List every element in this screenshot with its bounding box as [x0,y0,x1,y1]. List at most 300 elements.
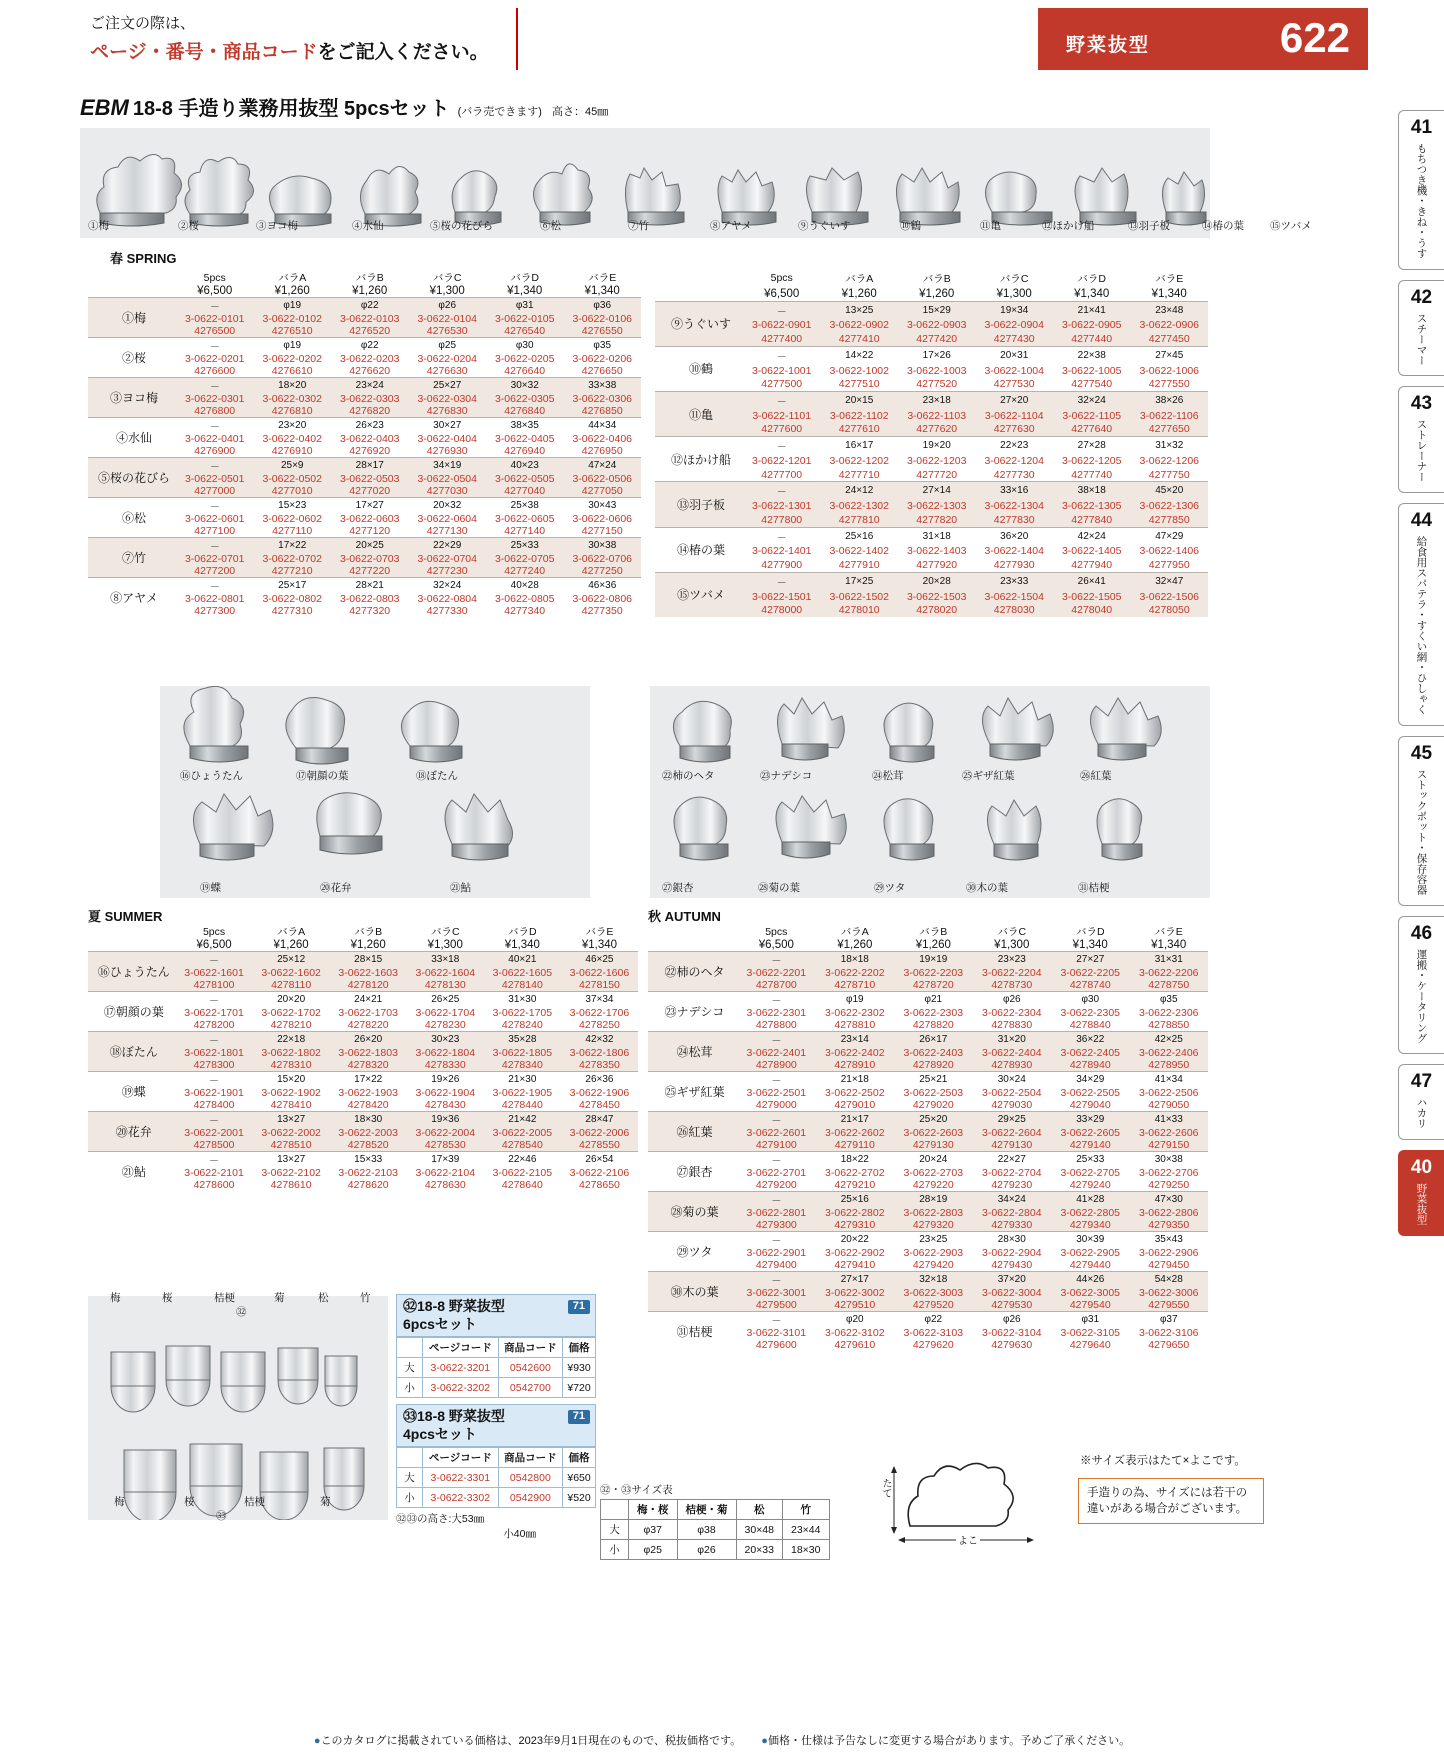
page-code-cell[interactable]: 3-0622-2706 [1138,1167,1199,1179]
item-code-cell[interactable]: 4277610 [838,423,880,436]
item-code-cell[interactable]: 4278930 [991,1059,1033,1071]
item-code-cell[interactable]: 4278650 [579,1179,620,1191]
item-code-cell[interactable]: 4277820 [916,513,958,526]
item-code-cell[interactable]: 4278950 [1148,1059,1190,1071]
page-code-cell[interactable]: 3-0622-1202 [829,454,889,467]
page-code-cell[interactable]: 3-0622-2904 [981,1247,1042,1259]
page-code-cell[interactable]: 3-0622-1206 [1139,454,1200,467]
item-code-cell[interactable]: 4277910 [838,558,880,571]
item-code-cell[interactable]: 4277030 [426,485,468,497]
page-code-cell[interactable]: 3-0622-2805 [1060,1207,1121,1219]
item-code-cell[interactable]: 4277650 [1148,423,1190,436]
page-code-cell[interactable]: 3-0622-2003 [338,1127,398,1139]
item-code-cell[interactable]: 4278600 [193,1179,235,1191]
item-code-cell[interactable]: 4278020 [916,604,958,617]
item-code-cell[interactable]: 4277240 [504,565,546,577]
item-code-cell[interactable]: 4279040 [1069,1099,1111,1111]
page-code-cell[interactable]: 3-0622-2505 [1060,1087,1121,1099]
item-code-cell[interactable]: 4278330 [424,1059,466,1071]
item-code-cell[interactable]: 4279510 [834,1299,876,1311]
item-code-cell[interactable]: 4277830 [993,513,1035,526]
item-code-cell[interactable]: 4279020 [912,1099,954,1111]
page-code-cell[interactable]: 3-0622-2806 [1138,1207,1199,1219]
page-code-cell[interactable]: 3-0622-1704 [415,1007,476,1019]
page-code-cell[interactable]: 3-0622-0803 [339,593,400,605]
item-code-cell[interactable]: 4278610 [270,1179,312,1191]
page-code-cell[interactable]: 3-0622-1501 [751,590,812,603]
page-code-cell[interactable]: 3-0622-2801 [746,1207,807,1219]
item-code-cell[interactable]: 4279540 [1069,1299,1111,1311]
page-code-cell[interactable]: 3-0622-0603 [339,513,400,525]
page-code-cell[interactable]: 3-0622-0706 [572,553,633,565]
page-code-cell[interactable]: 3-0622-0302 [262,393,322,405]
item-code-cell[interactable]: 4277210 [271,565,313,577]
item-code-cell[interactable]: 4278720 [912,979,954,991]
item-code-cell[interactable]: 4276530 [426,325,468,337]
page-code-cell[interactable]: 3-0622-1904 [415,1087,476,1099]
item-code-cell[interactable]: 4276940 [504,445,546,457]
page-code-cell[interactable]: 3-0622-0602 [262,513,322,525]
page-code-cell[interactable]: 3-0622-2902 [825,1247,885,1259]
item-code-cell[interactable]: 4277940 [1071,558,1113,571]
item-code-cell[interactable]: 4277630 [993,423,1035,436]
page-code-cell[interactable]: 3-0622-0705 [494,553,555,565]
page-code-cell[interactable]: 3-0622-0104 [417,313,477,325]
item-code-cell[interactable]: 4278440 [501,1099,543,1111]
page-code-cell[interactable]: 3-0622-2701 [746,1167,807,1179]
page-code-cell[interactable]: 3-0622-0501 [184,473,245,485]
item-code-cell[interactable]: 4277550 [1148,378,1190,391]
item-code-cell[interactable]: 4278910 [834,1059,876,1071]
item-code-cell[interactable]: 4278940 [1069,1059,1111,1071]
page-code-cell[interactable]: 3-0622-1302 [829,500,889,513]
side-tab-47[interactable] [1398,1064,1444,1140]
page-code-cell[interactable]: 3-0622-1004 [984,364,1044,377]
item-code-cell[interactable]: 4277130 [426,525,468,537]
page-code-cell[interactable]: 3-0622-0606 [572,513,633,525]
item-code-cell[interactable]: 4277850 [1148,513,1190,526]
page-code-cell[interactable]: 3-0622-1803 [338,1047,398,1059]
item-code-cell[interactable]: 4278630 [424,1179,466,1191]
page-code-cell[interactable]: 3-0622-0806 [572,593,633,605]
item-code-cell[interactable]: 4278340 [501,1059,543,1071]
page-code-cell[interactable]: 3-0622-1504 [984,590,1044,603]
page-code-cell[interactable]: 3-0622-1902 [261,1087,321,1099]
side-tab-40[interactable] [1398,1150,1444,1236]
item-code-cell[interactable]: 4278740 [1069,979,1111,991]
page-code-cell[interactable]: 3-0622-2502 [825,1087,885,1099]
page-code-cell[interactable]: 3-0622-2102 [261,1167,321,1179]
item-code-cell[interactable]: 4278320 [347,1059,389,1071]
item-code-cell[interactable]: 4278120 [347,979,389,991]
side-tab-41[interactable] [1398,110,1444,270]
page-code-cell[interactable]: 3-0622-1506 [1139,590,1200,603]
item-code-cell[interactable]: 4277100 [194,525,236,537]
page-code-cell[interactable]: 3-0622-2303 [903,1007,964,1019]
item-code-cell[interactable]: 4278510 [270,1139,312,1151]
item-code-cell[interactable]: 4276830 [426,405,468,417]
page-code-cell[interactable]: 3-0622-0401 [184,433,245,445]
item-code-cell[interactable]: 4279350 [1148,1219,1190,1231]
page-code-cell[interactable]: 3-0622-1502 [829,590,889,603]
item-code-cell[interactable]: 4279630 [991,1339,1033,1351]
item-code-cell[interactable]: 4278110 [271,979,312,991]
item-code-cell[interactable]: 4277400 [761,332,803,345]
item-code-cell[interactable]: 4278710 [834,979,876,991]
item-code-cell[interactable]: 4278850 [1148,1019,1190,1031]
page-code-cell[interactable]: 3-0622-1901 [184,1087,244,1099]
item-code-cell[interactable]: 4278820 [912,1019,954,1031]
item-code-cell[interactable]: 4277310 [271,605,313,617]
item-code-cell[interactable]: 4276550 [581,325,623,337]
page-code-cell[interactable]: 3-0622-0304 [417,393,477,405]
side-tab-46[interactable] [1398,916,1444,1055]
item-code-cell[interactable]: 4278050 [1148,604,1190,617]
item-code-cell[interactable]: 4278900 [755,1059,797,1071]
page-code-cell[interactable]: 3-0622-3104 [981,1327,1042,1339]
item-code-cell[interactable]: 4277300 [194,605,236,617]
page-code-cell[interactable]: 3-0622-2004 [415,1127,476,1139]
item-code-cell[interactable]: 4278300 [193,1059,235,1071]
item-code-cell[interactable]: 4277450 [1148,332,1190,345]
item-code-cell[interactable]: 4279050 [1148,1099,1190,1111]
item-code-cell[interactable]: 4279140 [1069,1139,1111,1151]
item-code-cell[interactable]: 4277140 [504,525,546,537]
page-code-cell[interactable]: 3-0622-1406 [1139,545,1200,558]
item-code-cell[interactable]: 4277000 [194,485,236,497]
set-4pcs-badge[interactable]: 71 [568,1410,590,1424]
item-code-cell[interactable]: 4277510 [838,378,880,391]
page-code-cell[interactable]: 3-0622-1905 [492,1087,553,1099]
page-code-cell[interactable]: 3-0622-2402 [825,1047,885,1059]
item-code-cell[interactable]: 4279330 [991,1219,1033,1231]
item-code-cell[interactable]: 4277440 [1071,332,1113,345]
item-code-cell[interactable]: 4279150 [1148,1139,1190,1151]
item-code-cell[interactable]: 4278010 [838,604,880,617]
page-code-cell[interactable]: 3-0622-0502 [262,473,322,485]
page-code-cell[interactable]: 3-0622-2103 [338,1167,398,1179]
page-code-cell[interactable]: 3-0622-3001 [746,1287,807,1299]
page-code-cell[interactable]: 3-0622-0901 [751,319,812,332]
item-code-cell[interactable]: 4278810 [834,1019,876,1031]
item-code-cell[interactable]: 4278640 [501,1179,543,1191]
item-code-cell[interactable]: 4277420 [916,332,958,345]
page-code-cell[interactable]: 3-0622-1706 [569,1007,630,1019]
item-code-cell[interactable]: 4279240 [1069,1179,1111,1191]
page-code-cell[interactable]: 3-0622-2906 [1138,1247,1199,1259]
side-tab-42[interactable] [1398,280,1444,377]
item-code-cell[interactable]: 4278800 [755,1019,797,1031]
page-code-cell[interactable]: 3-0622-0406 [572,433,633,445]
page-code-cell[interactable]: 3-0622-0702 [262,553,322,565]
page-code-cell[interactable]: 3-0622-2704 [981,1167,1042,1179]
item-code-cell[interactable]: 4277620 [916,423,958,436]
page-code-cell[interactable]: 3-0622-3002 [825,1287,885,1299]
item-code-cell[interactable]: 4277900 [761,558,803,571]
page-code-cell[interactable]: 3-0622-2306 [1138,1007,1199,1019]
page-code-cell[interactable]: 3-0622-0505 [494,473,555,485]
item-code-cell[interactable]: 4279220 [912,1179,954,1191]
item-code-cell[interactable]: 4276800 [194,405,236,417]
page-code-cell[interactable]: 3-0622-1303 [906,500,967,513]
item-code-cell[interactable]: 4276600 [194,365,236,377]
page-code-cell[interactable]: 3-0622-2804 [981,1207,1042,1219]
page-code-cell[interactable]: 3-0622-1604 [415,967,476,979]
item-code-cell[interactable]: 4278700 [755,979,797,991]
item-code-cell[interactable]: 4276900 [194,445,236,457]
page-code-cell[interactable]: 3-0622-2104 [415,1167,476,1179]
item-code-cell[interactable]: 4278200 [193,1019,235,1031]
item-code-cell[interactable]: 4277930 [993,558,1035,571]
page-code-cell[interactable]: 3-0622-1404 [984,545,1044,558]
page-code-cell[interactable]: 3-0622-3106 [1138,1327,1199,1339]
item-code-cell[interactable]: 4279210 [834,1179,876,1191]
page-code-cell[interactable]: 3-0622-2304 [981,1007,1042,1019]
item-code-cell[interactable]: 4276910 [271,445,313,457]
item-code-cell[interactable]: 4277430 [993,332,1035,345]
page-code-cell[interactable]: 3-0622-1401 [751,545,812,558]
item-code-cell[interactable]: 4278250 [579,1019,620,1031]
page-code-cell[interactable]: 3-0622-1503 [906,590,967,603]
item-code-cell[interactable]: 4279310 [834,1219,876,1231]
item-code-cell[interactable]: 4279300 [755,1219,797,1231]
item-code-cell[interactable]: 4278500 [193,1139,235,1151]
page-code-cell[interactable]: 3-0622-1301 [751,500,812,513]
page-code-cell[interactable]: 3-0622-1306 [1139,500,1200,513]
item-code-cell[interactable]: 4277920 [916,558,958,571]
page-code-cell[interactable]: 3-0622-1105 [1062,409,1122,422]
page-code-cell[interactable]: 3-0622-0605 [494,513,555,525]
page-code-cell[interactable]: 3-0622-0805 [494,593,555,605]
item-code-cell[interactable]: 4278030 [993,604,1035,617]
item-code-cell[interactable]: 4278550 [579,1139,620,1151]
page-code-cell[interactable]: 3-0622-2705 [1060,1167,1121,1179]
item-code-cell[interactable]: 4279130 [912,1139,954,1151]
item-code-cell[interactable]: 4277120 [349,525,391,537]
page-code-cell[interactable]: 3-0622-1602 [261,967,321,979]
item-code-cell[interactable]: 4276920 [349,445,391,457]
page-code-cell[interactable]: 3-0622-0504 [417,473,477,485]
page-code-cell[interactable]: 3-0622-1001 [751,364,812,377]
page-code-cell[interactable]: 3-0622-1005 [1061,364,1122,377]
page-code-cell[interactable]: 3-0622-1204 [984,454,1044,467]
item-code-cell[interactable]: 4279110 [834,1139,875,1151]
item-code-cell[interactable]: 4277840 [1071,513,1113,526]
page-code-cell[interactable]: 3-0622-0405 [494,433,555,445]
page-code-cell[interactable]: 3-0622-1605 [492,967,553,979]
page-code-cell[interactable]: 3-0622-1702 [261,1007,321,1019]
page-code-cell[interactable]: 3-0622-1101 [752,409,812,422]
item-code-cell[interactable]: 4276500 [194,325,236,337]
page-code-cell[interactable]: 3-0622-0906 [1139,319,1200,332]
item-code-cell[interactable]: 4278450 [579,1099,620,1111]
page-code-cell[interactable]: 3-0622-2603 [903,1127,964,1139]
item-code-cell[interactable]: 4276520 [349,325,391,337]
item-code-cell[interactable]: 4276540 [504,325,546,337]
page-code-cell[interactable]: 3-0622-2401 [746,1047,807,1059]
page-code-cell[interactable]: 3-0622-0305 [494,393,555,405]
side-tab-45[interactable] [1398,736,1444,906]
item-code-cell[interactable]: 4277350 [581,605,623,617]
item-code-cell[interactable]: 4277010 [271,485,313,497]
page-code-cell[interactable]: 3-0622-0402 [262,433,322,445]
item-code-cell[interactable]: 4279500 [755,1299,797,1311]
item-code-cell[interactable]: 4277530 [993,378,1035,391]
item-code-cell[interactable]: 4277810 [838,513,880,526]
item-code-cell[interactable]: 4278530 [424,1139,466,1151]
item-code-cell[interactable]: 4277250 [581,565,623,577]
item-code-cell[interactable]: 4277330 [426,605,468,617]
page-code-cell[interactable]: 3-0622-1203 [906,454,967,467]
page-code-cell[interactable]: 3-0622-2006 [569,1127,630,1139]
page-code-cell[interactable]: 3-0622-0205 [494,353,555,365]
page-code-cell[interactable]: 3-0622-2606 [1138,1127,1199,1139]
item-code-cell[interactable]: 4278400 [193,1099,235,1111]
page-code-cell[interactable]: 3-0622-0202 [262,353,322,365]
item-code-cell[interactable]: 4278840 [1069,1019,1111,1031]
page-code-cell[interactable]: 3-0622-2703 [903,1167,964,1179]
item-code-cell[interactable]: 4278920 [912,1059,954,1071]
page-code-cell[interactable]: 3-0622-3006 [1138,1287,1199,1299]
item-code-cell[interactable]: 4277340 [504,605,546,617]
set-6pcs-badge[interactable]: 71 [568,1300,590,1314]
page-code-cell[interactable]: 3-0622-2702 [825,1167,885,1179]
page-code-cell[interactable]: 3-0622-2504 [981,1087,1042,1099]
page-code-cell[interactable]: 3-0622-1906 [569,1087,630,1099]
page-code-cell[interactable]: 3-0622-0802 [262,593,322,605]
item-code-cell[interactable]: 4278000 [761,604,803,617]
item-code-cell[interactable]: 4279640 [1069,1339,1111,1351]
item-code-cell[interactable]: 4279030 [991,1099,1033,1111]
page-code-cell[interactable]: 3-0622-2503 [903,1087,964,1099]
page-code-cell[interactable]: 3-0622-1201 [751,454,812,467]
item-code-cell[interactable]: 4279000 [755,1099,797,1111]
page-code-cell[interactable]: 3-0622-1006 [1139,364,1200,377]
page-code-cell[interactable]: 3-0622-1402 [829,545,889,558]
page-code-cell[interactable]: 3-0622-3102 [825,1327,885,1339]
item-code-cell[interactable]: 4277950 [1148,558,1190,571]
page-code-cell[interactable]: 3-0622-0503 [339,473,400,485]
page-code-cell[interactable]: 3-0622-2905 [1060,1247,1121,1259]
item-code-cell[interactable]: 4277500 [761,378,803,391]
page-code-cell[interactable]: 3-0622-2205 [1060,967,1121,979]
page-code-cell[interactable]: 3-0622-1806 [569,1047,630,1059]
item-code-cell[interactable]: 4278150 [579,979,620,991]
page-code-cell[interactable]: 3-0622-2406 [1138,1047,1199,1059]
item-code-cell[interactable]: 4277150 [581,525,623,537]
page-code-cell[interactable]: 3-0622-3003 [903,1287,964,1299]
page-code-cell[interactable]: 3-0622-1801 [184,1047,244,1059]
item-code-cell[interactable]: 4277200 [194,565,236,577]
page-code-cell[interactable]: 3-0622-1703 [338,1007,398,1019]
item-code-cell[interactable]: 4278750 [1148,979,1190,991]
page-code-cell[interactable]: 3-0622-1106 [1139,409,1199,422]
page-code-cell[interactable]: 3-0622-2202 [825,967,885,979]
page-code-cell[interactable]: 3-0622-1405 [1061,545,1122,558]
item-code-cell[interactable]: 4278350 [579,1059,620,1071]
page-code-cell[interactable]: 3-0622-2403 [903,1047,964,1059]
item-code-cell[interactable]: 4279200 [755,1179,797,1191]
item-code-cell[interactable]: 4276810 [271,405,313,417]
page-code-cell[interactable]: 3-0622-0101 [184,313,245,325]
item-code-cell[interactable]: 4278240 [501,1019,543,1031]
page-code-cell[interactable]: 3-0622-0301 [184,393,245,405]
page-code-cell[interactable]: 3-0622-1802 [261,1047,321,1059]
item-code-cell[interactable]: 4279230 [991,1179,1033,1191]
item-code-cell[interactable]: 4279600 [755,1339,797,1351]
item-code-cell[interactable]: 4279320 [912,1219,954,1231]
page-code-cell[interactable]: 3-0622-0703 [339,553,400,565]
page-code-cell[interactable]: 3-0622-2106 [569,1167,630,1179]
page-code-cell[interactable]: 3-0622-1102 [829,409,889,422]
page-code-cell[interactable]: 3-0622-0105 [494,313,555,325]
page-code-cell[interactable]: 3-0622-2203 [903,967,964,979]
item-code-cell[interactable]: 4277800 [761,513,803,526]
page-code-cell[interactable]: 3-0622-1601 [184,967,244,979]
page-code-cell[interactable]: 3-0622-1606 [569,967,630,979]
item-code-cell[interactable]: 4277720 [916,468,958,481]
page-code-cell[interactable]: 3-0622-2602 [825,1127,885,1139]
item-code-cell[interactable]: 4278230 [424,1019,466,1031]
item-code-cell[interactable]: 4276840 [504,405,546,417]
item-code-cell[interactable]: 4278730 [991,979,1033,991]
item-code-cell[interactable]: 4278540 [501,1139,543,1151]
item-code-cell[interactable]: 4277230 [426,565,468,577]
page-code-cell[interactable]: 3-0622-2803 [903,1207,964,1219]
item-code-cell[interactable]: 4278410 [270,1099,312,1111]
page-code-cell[interactable]: 3-0622-0403 [339,433,400,445]
page-code-cell[interactable]: 3-0622-1505 [1061,590,1122,603]
item-code-cell[interactable]: 4276610 [271,365,313,377]
item-code-cell[interactable]: 4277740 [1071,468,1113,481]
page-code-cell[interactable]: 3-0622-0905 [1061,319,1122,332]
item-code-cell[interactable]: 4276950 [581,445,623,457]
item-code-cell[interactable]: 4277700 [761,468,803,481]
item-code-cell[interactable]: 4279620 [912,1339,954,1351]
item-code-cell[interactable]: 4277520 [916,378,958,391]
item-code-cell[interactable]: 4279450 [1148,1259,1190,1271]
item-code-cell[interactable]: 4278220 [347,1019,389,1031]
item-code-cell[interactable]: 4278830 [991,1019,1033,1031]
page-code-cell[interactable]: 3-0622-2506 [1138,1087,1199,1099]
page-code-cell[interactable]: 3-0622-1903 [338,1087,398,1099]
page-code-cell[interactable]: 3-0622-1403 [906,545,967,558]
item-code-cell[interactable]: 4279520 [912,1299,954,1311]
item-code-cell[interactable]: 4277410 [838,332,880,345]
page-code-cell[interactable]: 3-0622-0804 [417,593,477,605]
item-code-cell[interactable]: 4279530 [991,1299,1033,1311]
page-code-cell[interactable]: 3-0622-0801 [184,593,245,605]
item-code-cell[interactable]: 4277050 [581,485,623,497]
page-code-cell[interactable]: 3-0622-1205 [1061,454,1122,467]
page-code-cell[interactable]: 3-0622-2005 [492,1127,553,1139]
item-code-cell[interactable]: 4277600 [761,423,803,436]
item-code-cell[interactable]: 4276820 [349,405,391,417]
item-code-cell[interactable]: 4278520 [347,1139,389,1151]
page-code-cell[interactable]: 3-0622-0102 [262,313,322,325]
item-code-cell[interactable]: 4277220 [349,565,391,577]
page-code-cell[interactable]: 3-0622-0204 [417,353,477,365]
item-code-cell[interactable]: 4278430 [424,1099,466,1111]
page-code-cell[interactable]: 3-0622-3005 [1060,1287,1121,1299]
page-code-cell[interactable]: 3-0622-2605 [1060,1127,1121,1139]
item-code-cell[interactable]: 4276510 [271,325,313,337]
page-code-cell[interactable]: 3-0622-2404 [981,1047,1042,1059]
page-code-cell[interactable]: 3-0622-2405 [1060,1047,1121,1059]
page-code-cell[interactable]: 3-0622-0903 [906,319,967,332]
item-code-cell[interactable]: 4279410 [834,1259,876,1271]
item-code-cell[interactable]: 4277040 [504,485,546,497]
